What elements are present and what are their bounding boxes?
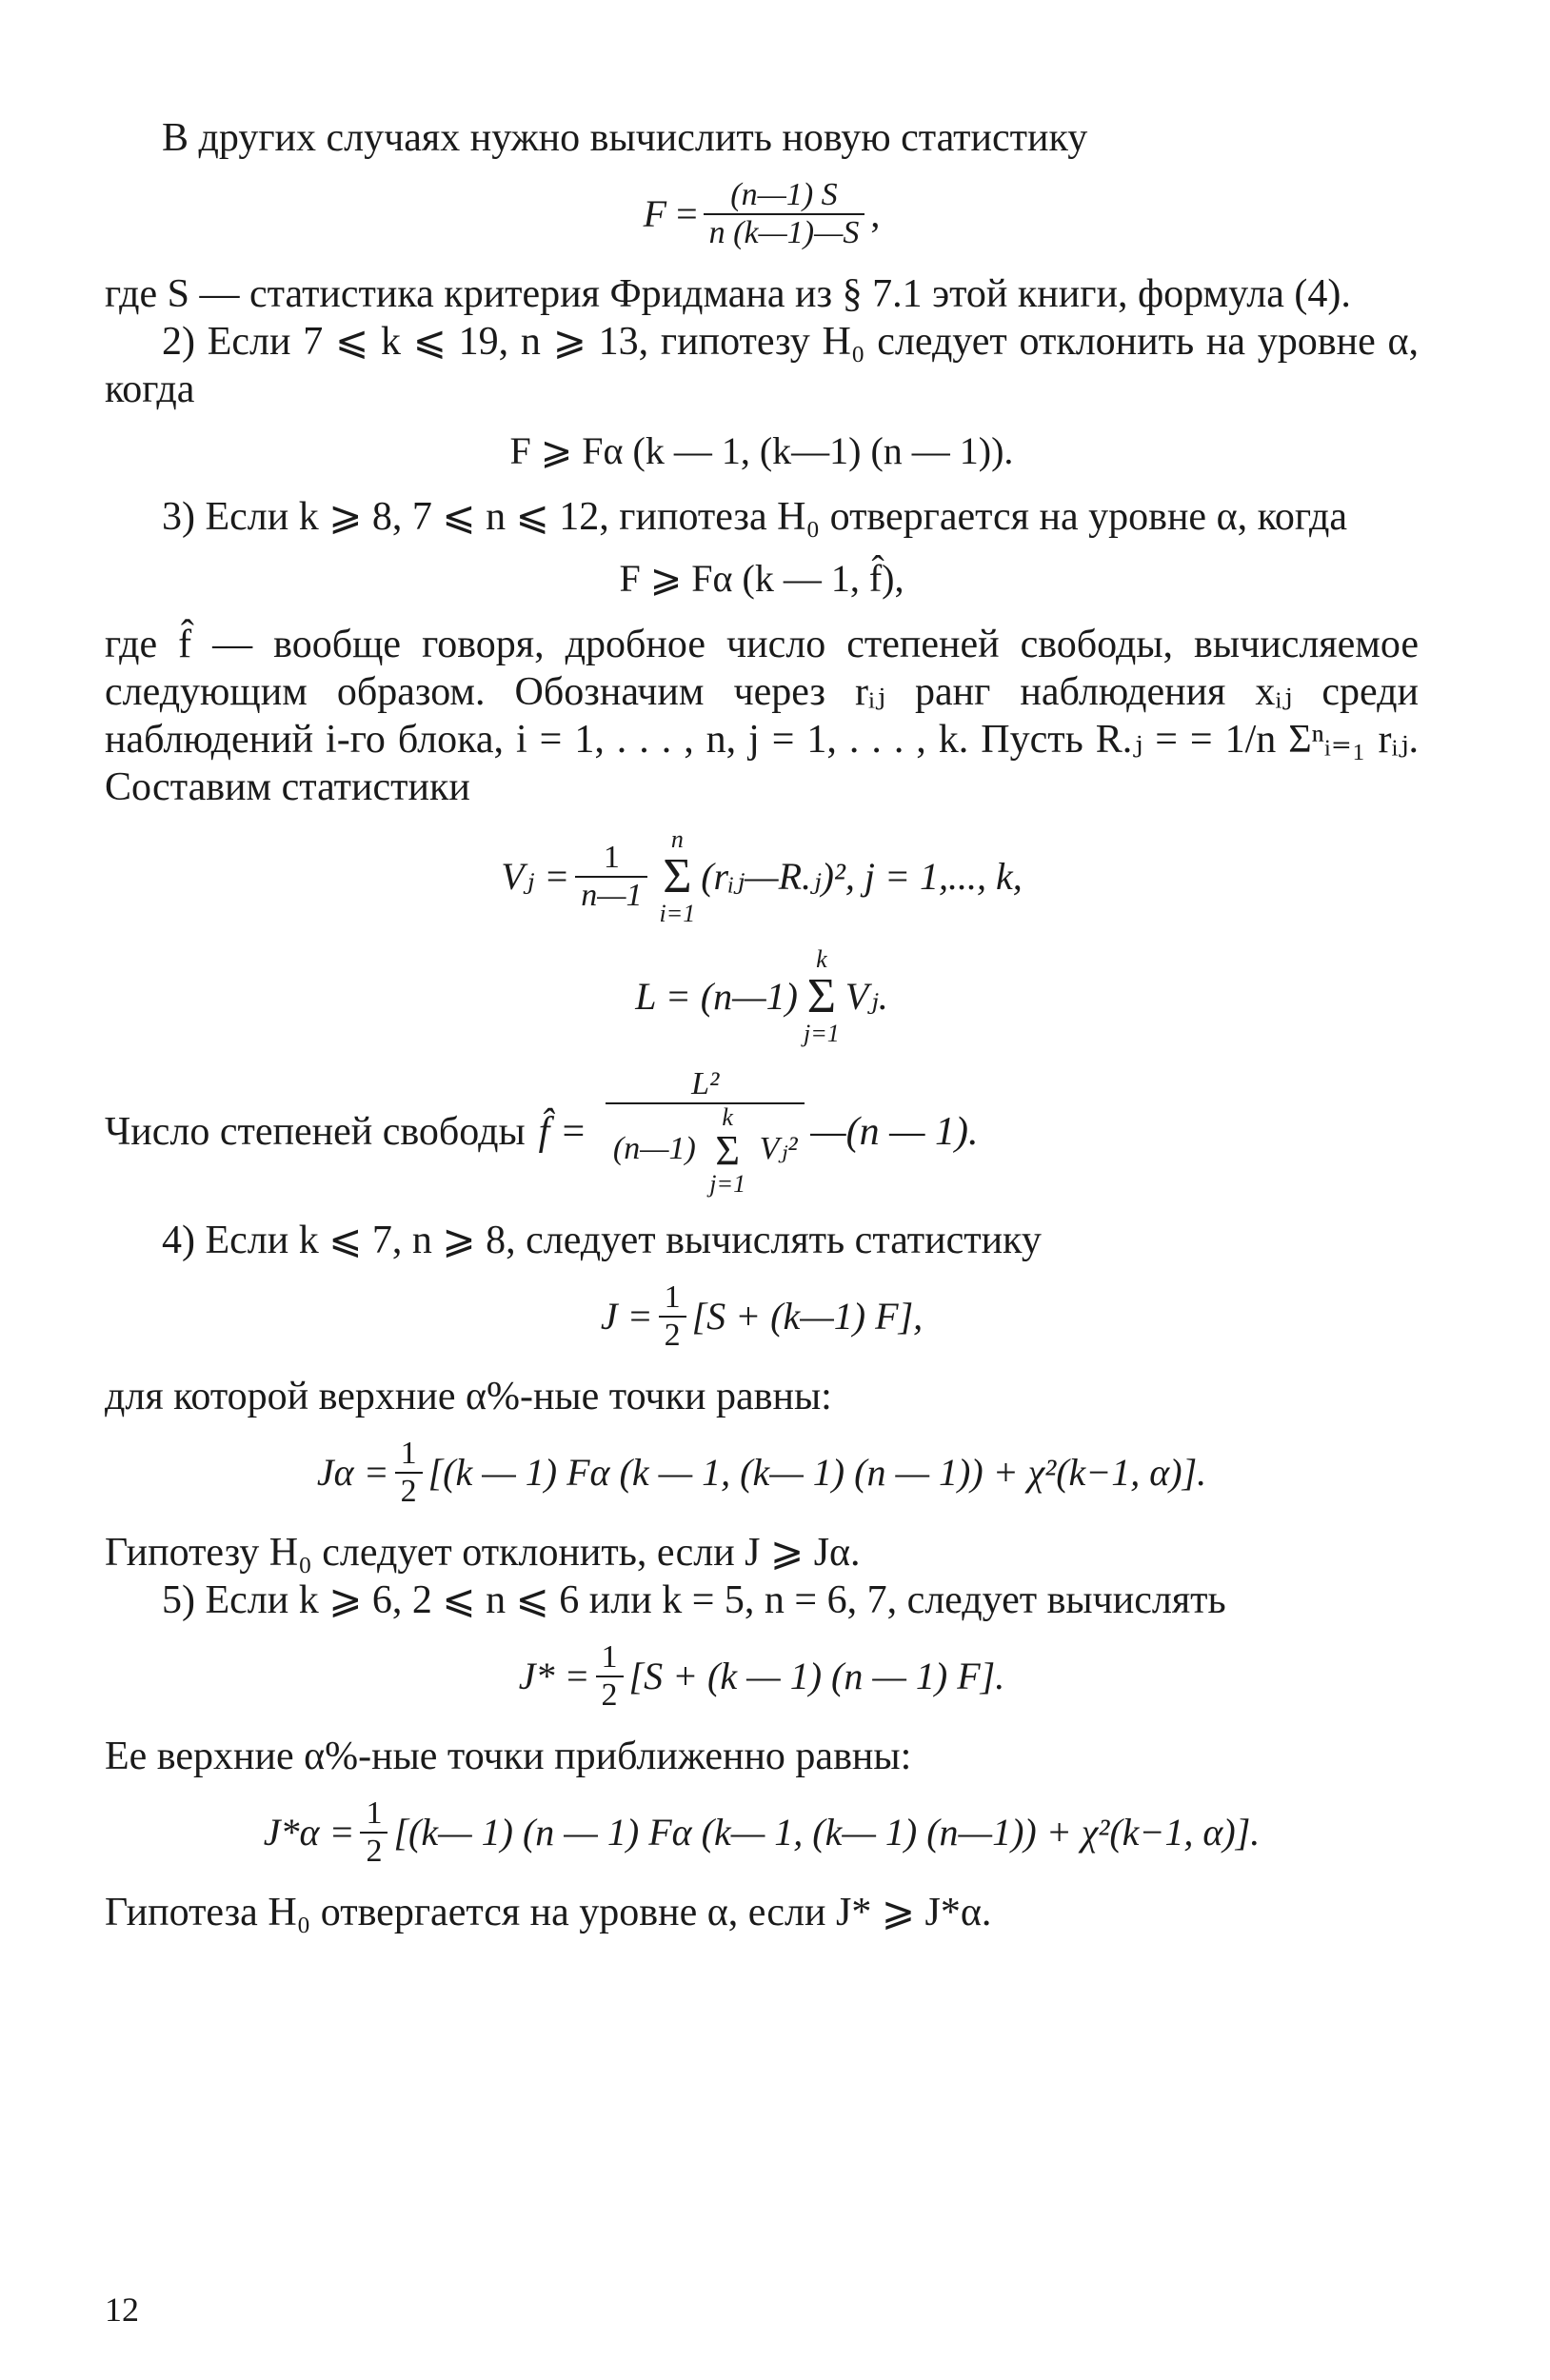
sum-lower-limit: i=1 bbox=[659, 900, 696, 927]
page-number: 12 bbox=[105, 2291, 139, 2329]
formula-j-alpha-right: [(k — 1) Fα (k — 1, (k— 1) (n — 1)) + χ²(k−1, α)]. bbox=[427, 1451, 1207, 1494]
formula-f-label: F bbox=[643, 192, 667, 235]
case-2-paragraph: 2) Если 7 ⩽ k ⩽ 19, n ⩾ 13, гипотезу H₀ следует отклонить на уровне α, когда bbox=[105, 320, 1419, 411]
case-3-paragraph: 3) Если k ⩾ 8, 7 ⩽ n ⩽ 12, гипотеза H₀ отвергается на уровне α, когда bbox=[162, 495, 1347, 539]
one-half-fraction bbox=[659, 1279, 686, 1354]
fhat-description: где f̂ — вообще говоря, дробное число степеней свободы, вычисляемое следующим образом. Обозначим через rᵢⱼ ранг наблюдения xᵢⱼ среди наблюдений i-го блока, i = 1, . . . , n, j = 1, . . . , k. Пусть R.ⱼ = = 1/n Σⁿᵢ₌₁ rᵢⱼ. Составим статистики bbox=[105, 623, 1419, 809]
df-denominator bbox=[606, 1104, 805, 1198]
formula-j-star bbox=[105, 1639, 1419, 1714]
sum-upper-limit: n bbox=[670, 825, 684, 853]
j-star-points-paragraph: Ее верхние α%-ные точки приближенно равны: bbox=[105, 1735, 912, 1778]
formula-j-left: J = bbox=[600, 1295, 653, 1338]
fraction-denominator: 2 bbox=[400, 1474, 417, 1509]
formula-v-denominator: n—1 bbox=[581, 878, 643, 913]
df-equals: f̂ = bbox=[538, 1110, 587, 1154]
sum-upper-limit: k bbox=[816, 945, 827, 973]
degrees-of-freedom-line bbox=[105, 1066, 1419, 1198]
formula-j-alpha bbox=[105, 1436, 1419, 1510]
fraction-denominator: 2 bbox=[601, 1677, 618, 1713]
formula-l bbox=[105, 946, 1419, 1047]
df-denominator-sum bbox=[709, 1104, 745, 1198]
sigma-symbol: Σ bbox=[715, 1127, 740, 1174]
page-body bbox=[105, 114, 1419, 1936]
formula-v bbox=[105, 826, 1419, 927]
formula-j-alpha-left: Jα = bbox=[316, 1451, 389, 1494]
formula-j bbox=[105, 1279, 1419, 1354]
one-half-fraction bbox=[596, 1639, 624, 1714]
fraction-denominator: 2 bbox=[664, 1318, 681, 1353]
formula-f-numerator: (n—1) S bbox=[704, 177, 865, 215]
case-5-paragraph: 5) Если k ⩾ 6, 2 ⩽ n ⩽ 6 или k = 5, n = 6, 7, следует вычислять bbox=[162, 1578, 1226, 1622]
case-3-formula: F ⩾ Fα (k — 1, f̂), bbox=[619, 557, 904, 600]
formula-f-denominator: n (k—1)—S bbox=[708, 215, 860, 250]
df-tail: —(n — 1). bbox=[810, 1110, 979, 1154]
df-fraction bbox=[606, 1066, 805, 1198]
equals-sign: = bbox=[666, 192, 698, 235]
sigma-symbol: Σ bbox=[806, 969, 836, 1023]
sum-upper-limit: k bbox=[722, 1103, 733, 1131]
formula-f-tail: , bbox=[870, 192, 881, 235]
formula-j-star-alpha-left: J*α = bbox=[263, 1811, 355, 1854]
formula-j-star-left: J* = bbox=[518, 1655, 590, 1697]
df-numerator: L² bbox=[606, 1066, 805, 1104]
formula-f-fraction bbox=[704, 177, 865, 251]
one-half-fraction bbox=[360, 1795, 388, 1870]
where-s-paragraph: где S — статистика критерия Фридмана из § 7.1 этой книги, формула (4). bbox=[105, 272, 1351, 316]
formula-l-left: L = (n—1) bbox=[635, 975, 798, 1018]
df-label: Число степеней свободы bbox=[105, 1110, 526, 1154]
fraction-numerator: 1 bbox=[659, 1279, 686, 1318]
formula-v-fraction bbox=[575, 840, 647, 914]
case-2-formula: F ⩾ Fα (k — 1, (k—1) (n — 1)). bbox=[509, 429, 1014, 472]
formula-j-right: [S + (k—1) F], bbox=[691, 1295, 924, 1338]
df-denominator-right: Vⱼ² bbox=[759, 1130, 798, 1166]
one-half-fraction bbox=[395, 1436, 423, 1510]
case-4-paragraph: 4) Если k ⩽ 7, n ⩾ 8, следует вычислять статистику bbox=[162, 1219, 1042, 1262]
intro-paragraph: В других случаях нужно вычислить новую статистику bbox=[162, 116, 1088, 160]
formula-v-numerator: 1 bbox=[575, 840, 647, 878]
df-denominator-left: (n—1) bbox=[612, 1130, 696, 1166]
j-points-paragraph: для которой верхние α%-ные точки равны: bbox=[105, 1375, 832, 1418]
formula-v-right: (rᵢⱼ—R.ⱼ)², j = 1,..., k, bbox=[701, 855, 1023, 898]
formula-j-star-right: [S + (k — 1) (n — 1) F]. bbox=[628, 1655, 1005, 1697]
formula-j-star-alpha-right: [(k— 1) (n — 1) Fα (k— 1, (k— 1) (n—1)) + χ²(k−1, α)]. bbox=[393, 1811, 1261, 1854]
sigma-symbol: Σ bbox=[663, 849, 692, 903]
formula-v-left: Vⱼ = bbox=[501, 855, 570, 898]
formula-j-star-alpha bbox=[105, 1795, 1419, 1870]
formula-l-right: Vⱼ. bbox=[845, 975, 888, 1018]
fraction-numerator: 1 bbox=[360, 1795, 388, 1834]
fraction-denominator: 2 bbox=[366, 1834, 383, 1869]
sum-lower-limit: j=1 bbox=[709, 1170, 746, 1198]
sum-lower-limit: j=1 bbox=[803, 1020, 840, 1047]
reject-j-star-paragraph: Гипотеза H₀ отвергается на уровне α, если J* ⩾ J*α. bbox=[105, 1891, 992, 1934]
formula-l-sum bbox=[804, 946, 840, 1047]
fraction-numerator: 1 bbox=[395, 1436, 423, 1474]
reject-j-paragraph: Гипотезу H₀ следует отклонить, если J ⩾ Jα. bbox=[105, 1531, 861, 1575]
fraction-numerator: 1 bbox=[596, 1639, 624, 1677]
formula-v-sum bbox=[659, 826, 695, 927]
formula-f bbox=[105, 177, 1419, 251]
